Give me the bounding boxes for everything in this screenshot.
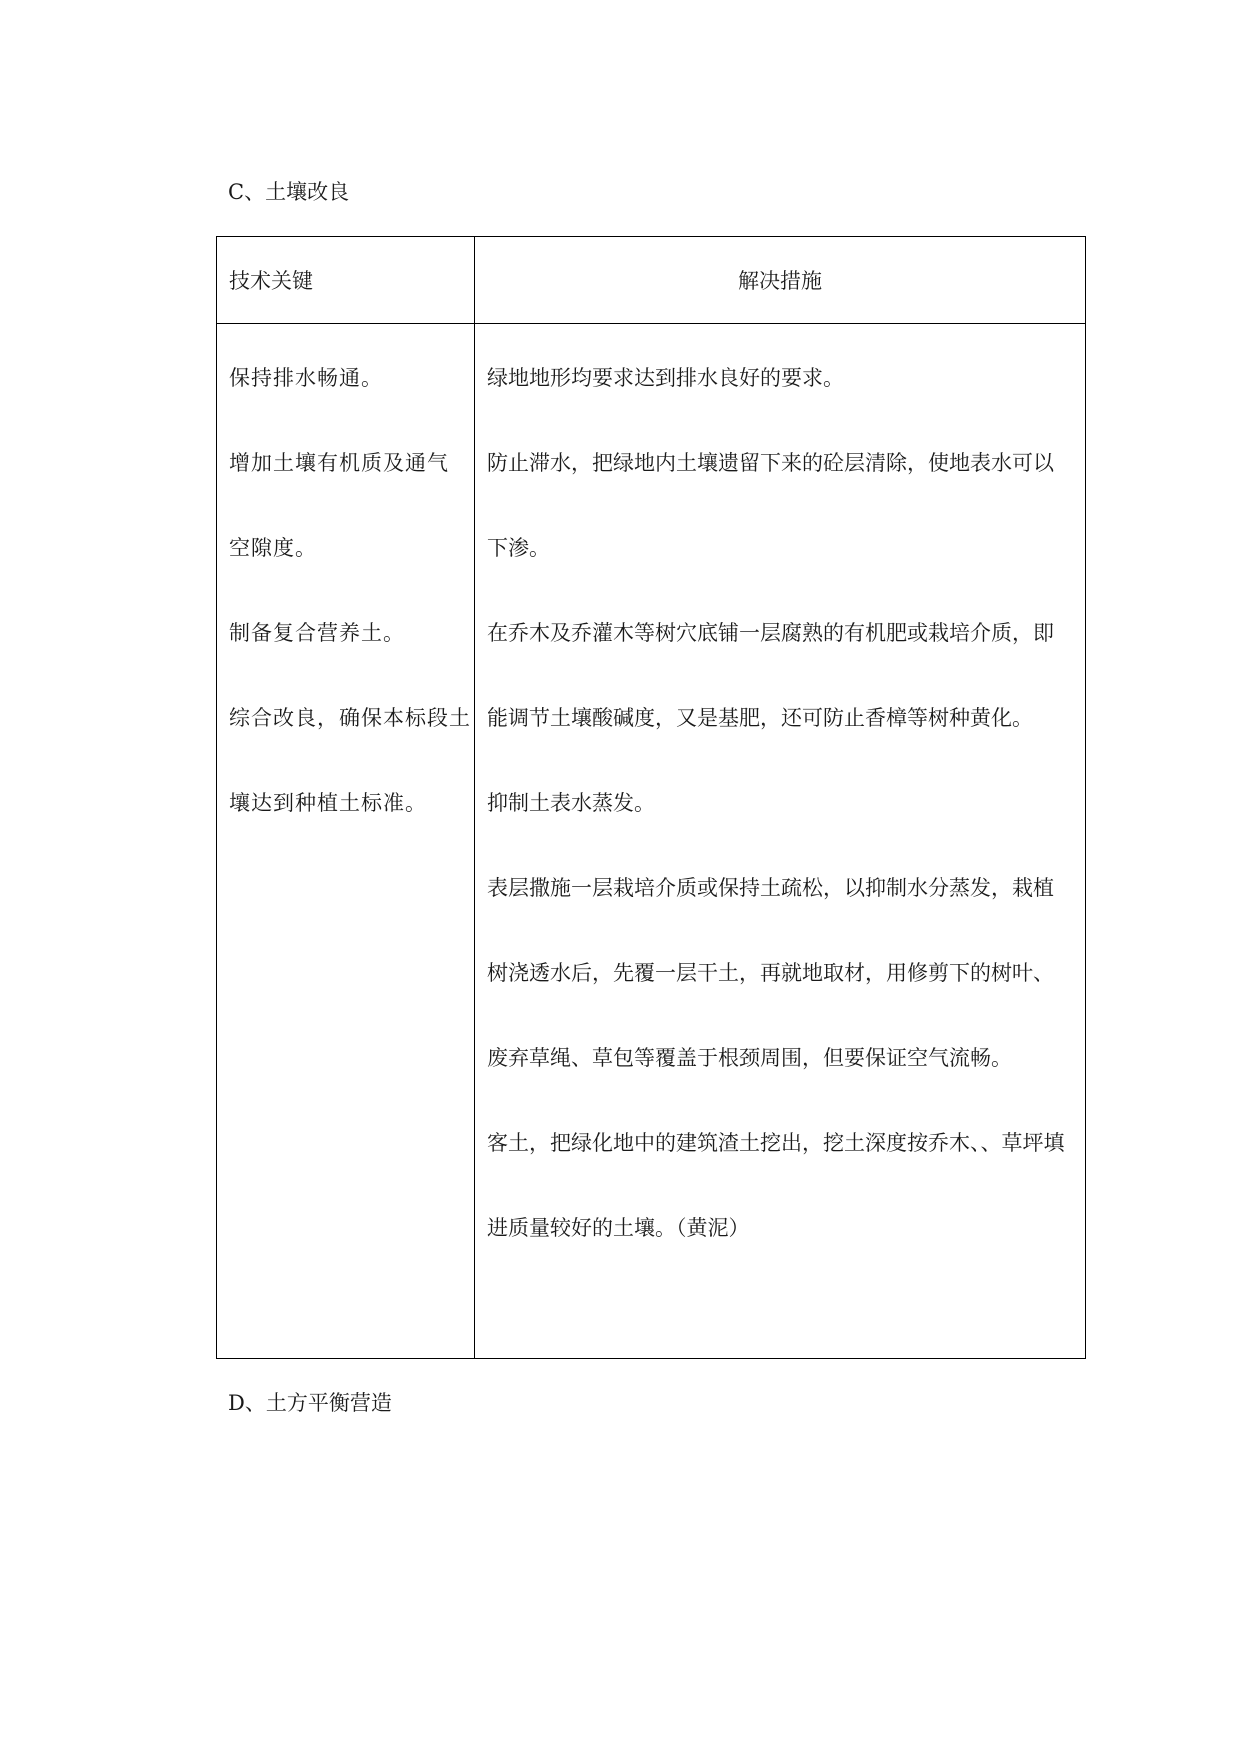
solution-line: 树浇透水后，先覆一层干土，再就地取材，用修剪下的树叶、	[487, 961, 1054, 985]
solution-line: 废弃草绳、草包等覆盖于根颈周围，但要保证空气流畅。	[487, 1046, 1012, 1070]
key-technique-text	[217, 324, 474, 846]
soil-improvement-table	[216, 236, 1086, 1359]
key-technique-line: 增加土壤有机质及通气	[229, 451, 449, 475]
solution-line: 在乔木及乔灌木等树穴底铺一层腐熟的有机肥或栽培介质，即	[487, 621, 1054, 645]
table-body-row	[217, 324, 1086, 1359]
solution-line: 下渗。	[487, 536, 550, 560]
solution-line: 抑制土表水蒸发。	[487, 791, 655, 815]
solution-line: 防止滞水，把绿地内土壤遗留下来的砼层清除，使地表水可以	[487, 451, 1054, 475]
solution-cell	[475, 324, 1086, 1359]
table-header-row	[217, 237, 1086, 324]
key-technique-line: 空隙度。	[229, 536, 317, 560]
solution-line: 能调节土壤酸碱度，又是基肥，还可防止香樟等树种黄化。	[487, 706, 1033, 730]
solution-line: 表层撒施一层栽培介质或保持土疏松，以抑制水分蒸发，栽植	[487, 876, 1054, 900]
key-technique-line: 保持排水畅通。	[229, 366, 383, 390]
header-solution: 解决措施	[475, 237, 1086, 324]
key-technique-line: 综合改良，确保本标段土	[229, 706, 471, 730]
solution-line: 客土，把绿化地中的建筑渣土挖出，挖土深度按乔木、、草坪填	[487, 1131, 1065, 1155]
section-c-heading: C、土壤改良	[228, 180, 350, 204]
solution-line: 进质量较好的土壤。（黄泥）	[487, 1216, 750, 1240]
key-technique-line: 制备复合营养土。	[229, 621, 405, 645]
solution-text	[475, 324, 1085, 1271]
key-technique-cell	[217, 324, 475, 1359]
header-key-technique: 技术关键	[217, 237, 475, 324]
section-d-heading: D、土方平衡营造	[228, 1391, 392, 1415]
solution-line: 绿地地形均要求达到排水良好的要求。	[487, 366, 844, 390]
key-technique-line: 壤达到种植土标准。	[229, 791, 427, 815]
